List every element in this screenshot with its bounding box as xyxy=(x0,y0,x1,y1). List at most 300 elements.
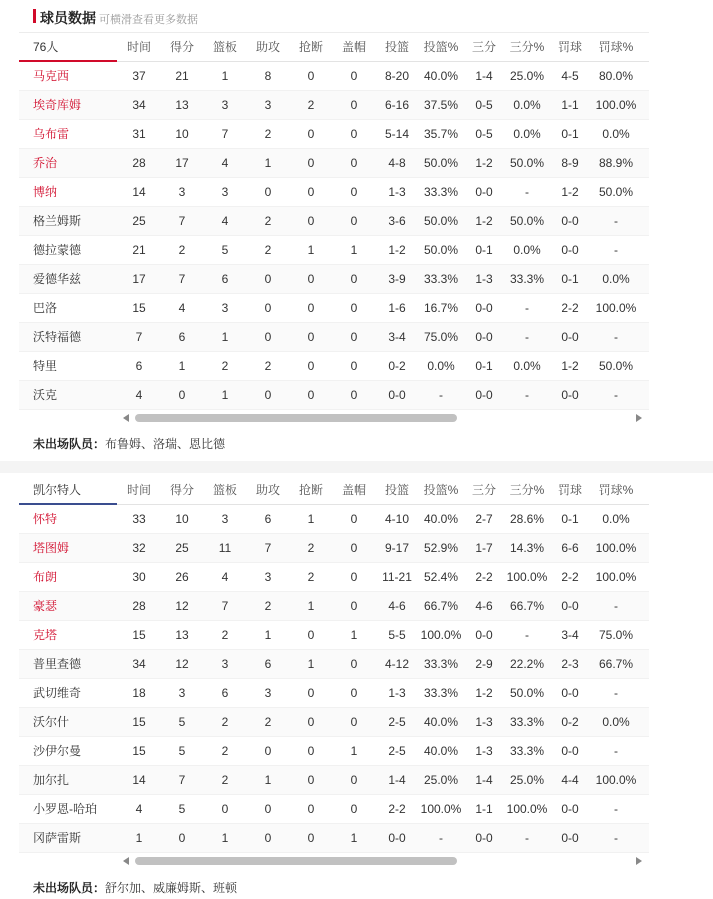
stat-cell: 37 xyxy=(132,68,146,83)
stat-cell: 1 xyxy=(307,511,315,526)
stat-cell: - xyxy=(525,300,529,315)
stat-cell: 1-2 xyxy=(475,155,493,170)
stat-cell: 15 xyxy=(132,300,146,315)
stat-cell: 3 xyxy=(264,97,272,112)
stat-cell: 0-0 xyxy=(475,387,493,402)
stat-cell: 0 xyxy=(350,511,358,526)
stat-cell: 2 xyxy=(221,627,229,642)
stat-cell: 1 xyxy=(350,242,358,257)
stat-cell: 1 xyxy=(350,830,358,845)
stat-cell: 3 xyxy=(221,656,229,671)
stat-cell: 5 xyxy=(178,714,186,729)
stat-cell: 3 xyxy=(264,569,272,584)
player-name[interactable]: 爱德华兹 xyxy=(33,272,82,286)
column-header: 得分 xyxy=(161,33,203,61)
stat-cell: 0 xyxy=(350,569,358,584)
stat-cell: 33.3% xyxy=(423,184,459,199)
stat-cell: - xyxy=(525,184,529,199)
scrollbar-thumb[interactable] xyxy=(135,414,457,422)
horizontal-scrollbar[interactable] xyxy=(19,410,649,426)
table-row[interactable] xyxy=(19,351,649,380)
stat-cell: 2 xyxy=(264,213,272,228)
stat-cell: 0 xyxy=(307,126,315,141)
triangle-right-icon[interactable] xyxy=(636,414,642,422)
stat-cell: 66.7% xyxy=(423,598,459,613)
stat-cell: 8-9 xyxy=(561,155,579,170)
stat-cell: 3-4 xyxy=(561,627,579,642)
stat-cell: 4-5 xyxy=(561,68,579,83)
table-header-row xyxy=(19,33,649,61)
team-stats-76ers[interactable] xyxy=(19,33,649,426)
stat-cell: 0 xyxy=(178,830,186,845)
stat-cell: 50.0% xyxy=(509,155,545,170)
stat-cell-overflow xyxy=(641,322,649,351)
column-header: 三分 xyxy=(463,33,505,61)
stat-cell: 17 xyxy=(175,155,189,170)
stat-cell: 0 xyxy=(350,300,358,315)
stat-cell: 1-4 xyxy=(475,68,493,83)
stat-cell: 1 xyxy=(307,598,315,613)
table-row[interactable] xyxy=(19,591,649,620)
column-header: 时间 xyxy=(117,476,161,504)
stat-cell: 5-14 xyxy=(384,126,410,141)
dnp-celtics xyxy=(33,879,237,896)
stat-cell: 100.0% xyxy=(506,569,548,584)
stat-cell: 0-0 xyxy=(388,387,406,402)
stat-cell-overflow xyxy=(641,177,649,206)
column-header: 罚球 xyxy=(549,476,591,504)
column-header: 抢断 xyxy=(289,476,333,504)
stat-cell: 0 xyxy=(350,387,358,402)
stat-cell-overflow xyxy=(641,736,649,765)
table-row[interactable] xyxy=(19,177,649,206)
stat-cell: 0-0 xyxy=(475,184,493,199)
table-row[interactable] xyxy=(19,736,649,765)
stat-cell-overflow xyxy=(641,119,649,148)
stat-cell: 0 xyxy=(307,358,315,373)
stat-cell: 0-0 xyxy=(475,329,493,344)
stat-cell: 1-3 xyxy=(475,743,493,758)
stat-cell: 0 xyxy=(350,184,358,199)
stat-cell: 11-21 xyxy=(382,569,412,584)
stat-cell: 25.0% xyxy=(509,68,545,83)
stat-cell: - xyxy=(525,387,529,402)
triangle-left-icon[interactable] xyxy=(123,857,129,865)
player-name[interactable]: 小罗恩-哈珀 xyxy=(33,802,97,816)
scrollbar-track[interactable] xyxy=(133,857,633,865)
stat-cell: 1-3 xyxy=(388,184,406,199)
stat-cell: 2 xyxy=(221,772,229,787)
table-row[interactable] xyxy=(19,119,649,148)
stat-cell: 30 xyxy=(132,569,146,584)
stat-cell: 0.0% xyxy=(513,242,541,257)
column-header: 时间 xyxy=(117,33,161,61)
stat-cell: 22.2% xyxy=(509,656,545,671)
stat-cell: 40.0% xyxy=(423,68,459,83)
table-row[interactable] xyxy=(19,765,649,794)
stat-cell: 0 xyxy=(350,801,358,816)
stat-cell: 4-6 xyxy=(388,598,406,613)
stat-cell: 0-1 xyxy=(561,126,579,141)
stat-cell: 0 xyxy=(178,387,186,402)
stat-cell: 0.0% xyxy=(513,97,541,112)
stat-cell: 0 xyxy=(307,830,315,845)
stat-cell: 1-3 xyxy=(388,685,406,700)
stat-cell: 4 xyxy=(135,801,143,816)
player-name[interactable]: 德拉蒙德 xyxy=(33,243,82,257)
stat-cell: 6-6 xyxy=(561,540,579,555)
stat-cell-overflow xyxy=(641,765,649,794)
stat-cell: 52.4% xyxy=(423,569,459,584)
stat-cell-overflow xyxy=(641,61,649,90)
player-name[interactable]: 克塔 xyxy=(33,628,58,642)
column-header: 罚球% xyxy=(591,476,641,504)
stat-cell: 1-3 xyxy=(475,271,493,286)
table-row[interactable] xyxy=(19,235,649,264)
column-header: 罚球 xyxy=(549,33,591,61)
stat-cell-overflow xyxy=(641,351,649,380)
stat-cell: 1-2 xyxy=(388,242,406,257)
triangle-left-icon[interactable] xyxy=(123,414,129,422)
stat-cell: 1 xyxy=(350,627,358,642)
stat-cell-overflow xyxy=(641,562,649,591)
table-row[interactable] xyxy=(19,504,649,533)
column-header: 投篮 xyxy=(375,476,419,504)
stat-cell: 14 xyxy=(132,184,146,199)
stat-cell: 3-4 xyxy=(388,329,406,344)
stat-cell: 4 xyxy=(135,387,143,402)
scrollbar-track[interactable] xyxy=(133,414,633,422)
player-name[interactable]: 博纳 xyxy=(33,185,58,199)
stat-cell: 21 xyxy=(132,242,146,257)
player-name[interactable]: 塔图姆 xyxy=(33,541,70,555)
stat-cell: 0 xyxy=(307,627,315,642)
stat-cell: - xyxy=(525,627,529,642)
section-header xyxy=(19,0,649,33)
stat-cell: 2 xyxy=(307,540,315,555)
player-name[interactable]: 沃特福德 xyxy=(33,330,82,344)
stat-cell: 52.9% xyxy=(423,540,459,555)
stat-cell: 25 xyxy=(132,213,146,228)
stat-cell: 8-20 xyxy=(384,68,410,83)
stat-cell: 0 xyxy=(307,772,315,787)
stat-cell: 26 xyxy=(175,569,189,584)
stat-cell: 2 xyxy=(307,569,315,584)
table-row[interactable] xyxy=(19,678,649,707)
player-name[interactable]: 沙伊尔曼 xyxy=(33,744,82,758)
stat-cell: 100.0% xyxy=(595,772,637,787)
stat-cell: - xyxy=(614,242,618,257)
stat-cell: 0 xyxy=(264,184,272,199)
stat-cell: 0.0% xyxy=(602,271,630,286)
player-name[interactable]: 加尔扎 xyxy=(33,773,70,787)
player-name[interactable]: 布朗 xyxy=(33,570,58,584)
stat-cell-overflow xyxy=(641,620,649,649)
stat-cell: 1 xyxy=(307,656,315,671)
stat-cell: 4-12 xyxy=(384,656,410,671)
stat-cell: 0-0 xyxy=(561,329,579,344)
stat-cell: 1 xyxy=(221,329,229,344)
stat-cell: 50.0% xyxy=(423,213,459,228)
stat-cell: 2 xyxy=(221,358,229,373)
stat-cell: 0-1 xyxy=(475,358,493,373)
stat-cell: 100.0% xyxy=(595,97,637,112)
stat-cell: 0-0 xyxy=(561,387,579,402)
stat-cell: 28 xyxy=(132,155,146,170)
stat-cell: 18 xyxy=(132,685,146,700)
stat-cell: 32 xyxy=(132,540,146,555)
stat-cell: 9-17 xyxy=(384,540,410,555)
stat-cell: 5 xyxy=(221,242,229,257)
stat-cell: 0 xyxy=(350,126,358,141)
column-header: 投篮 xyxy=(375,33,419,61)
stat-cell: 6 xyxy=(264,511,272,526)
player-name[interactable]: 豪瑟 xyxy=(33,599,58,613)
stat-cell: 28 xyxy=(132,598,146,613)
stat-cell: 0 xyxy=(264,801,272,816)
table-row[interactable] xyxy=(19,90,649,119)
stat-cell: 1-7 xyxy=(475,540,493,555)
column-header: 篮板 xyxy=(203,33,247,61)
column-header: 篮板 xyxy=(203,476,247,504)
stat-cell: 4 xyxy=(221,569,229,584)
stat-cell: 2-5 xyxy=(388,743,406,758)
stat-cell: 0 xyxy=(264,271,272,286)
table-row[interactable] xyxy=(19,823,649,852)
stat-cell: 0-1 xyxy=(561,271,579,286)
stat-cell: 0-0 xyxy=(475,300,493,315)
column-header: 投篮% xyxy=(419,33,463,61)
stat-cell: 2-2 xyxy=(561,300,579,315)
column-header: 盖帽 xyxy=(333,476,375,504)
stat-cell: 2-2 xyxy=(561,569,579,584)
column-header: 罚球% xyxy=(591,33,641,61)
table-row[interactable] xyxy=(19,61,649,90)
player-name[interactable]: 武切维奇 xyxy=(33,686,82,700)
stat-cell: 80.0% xyxy=(598,68,634,83)
dnp-label: 未出场队员： xyxy=(33,881,106,895)
stat-cell: 0.0% xyxy=(602,714,630,729)
table-row[interactable] xyxy=(19,707,649,736)
table-row[interactable] xyxy=(19,562,649,591)
stat-cell: - xyxy=(525,329,529,344)
stat-cell: 1 xyxy=(264,772,272,787)
scrollbar-thumb[interactable] xyxy=(135,857,457,865)
table-row[interactable] xyxy=(19,620,649,649)
stat-cell: 0 xyxy=(307,743,315,758)
column-header: 助攻 xyxy=(247,33,289,61)
stat-cell: - xyxy=(614,830,618,845)
stat-cell-overflow xyxy=(641,678,649,707)
player-name[interactable]: 巴洛 xyxy=(33,301,58,315)
stat-cell: 3 xyxy=(221,300,229,315)
stat-cell: 0 xyxy=(307,801,315,816)
team-stats-celtics[interactable] xyxy=(19,476,649,869)
stat-cell: 0 xyxy=(350,329,358,344)
stat-cell-overflow xyxy=(641,380,649,409)
stat-cell: 14.3% xyxy=(509,540,545,555)
stat-cell: 0-1 xyxy=(475,242,493,257)
stat-cell: 0 xyxy=(307,213,315,228)
player-name[interactable]: 怀特 xyxy=(33,512,58,527)
stat-cell: 7 xyxy=(178,772,186,787)
stat-cell: 50.0% xyxy=(598,358,634,373)
table-row[interactable] xyxy=(19,148,649,177)
stat-cell: 33.3% xyxy=(423,656,459,671)
player-name[interactable]: 埃奇库姆 xyxy=(33,98,82,112)
stat-cell: 13 xyxy=(175,97,189,112)
stat-cell: 25 xyxy=(175,540,189,555)
stat-cell: 1-2 xyxy=(561,184,579,199)
stat-cell-overflow xyxy=(641,533,649,562)
stat-cell: 4 xyxy=(221,213,229,228)
stat-cell: 1 xyxy=(178,358,186,373)
column-header-overflow xyxy=(641,33,649,61)
stat-cell: - xyxy=(439,830,443,845)
stat-cell: 0 xyxy=(307,184,315,199)
table-row[interactable] xyxy=(19,293,649,322)
stat-cell: 0-5 xyxy=(475,126,493,141)
stat-cell: 31 xyxy=(132,126,146,141)
stat-cell: 100.0% xyxy=(595,569,637,584)
table-row[interactable] xyxy=(19,264,649,293)
stat-cell-overflow xyxy=(641,293,649,322)
stat-cell: 12 xyxy=(175,598,189,613)
stat-cell-overflow xyxy=(641,206,649,235)
stat-cell: 3 xyxy=(178,685,186,700)
stat-cell: 0 xyxy=(350,155,358,170)
table-row[interactable] xyxy=(19,206,649,235)
player-name[interactable]: 沃克 xyxy=(33,388,58,402)
table-row[interactable] xyxy=(19,533,649,562)
stat-cell: 0 xyxy=(350,598,358,613)
stat-cell: 100.0% xyxy=(595,300,637,315)
stat-cell: 0.0% xyxy=(602,126,630,141)
stat-cell: 0 xyxy=(350,213,358,228)
stat-cell: 0 xyxy=(350,97,358,112)
player-name[interactable]: 马克西 xyxy=(33,69,70,84)
stat-cell: 0-0 xyxy=(475,830,493,845)
stat-cell: 6 xyxy=(178,329,186,344)
stat-cell: 0-0 xyxy=(561,213,579,228)
stat-cell: - xyxy=(614,801,618,816)
scroll-hint: 可横滑查看更多数据 xyxy=(99,14,198,26)
stat-cell: 33.3% xyxy=(509,271,545,286)
player-name[interactable]: 普里查德 xyxy=(33,657,82,671)
stat-cell: 4 xyxy=(221,155,229,170)
player-stats-table xyxy=(19,476,649,853)
stat-cell: 7 xyxy=(264,540,272,555)
stat-cell: 33.3% xyxy=(509,714,545,729)
stat-cell: 0 xyxy=(350,656,358,671)
stat-cell: 15 xyxy=(132,627,146,642)
stat-cell: 17 xyxy=(132,271,146,286)
section-accent-bar xyxy=(33,9,36,23)
stat-cell: 1-1 xyxy=(475,801,493,816)
stat-cell: 8 xyxy=(264,68,272,83)
stat-cell: 34 xyxy=(132,97,146,112)
stat-cell: 2-3 xyxy=(561,656,579,671)
stat-cell: 0 xyxy=(350,714,358,729)
player-name[interactable]: 冈萨雷斯 xyxy=(33,831,82,845)
stat-cell: 1-2 xyxy=(475,685,493,700)
stat-cell: 0 xyxy=(264,743,272,758)
player-name[interactable]: 特里 xyxy=(33,359,58,373)
stat-cell: 1 xyxy=(350,743,358,758)
player-name[interactable]: 乌布雷 xyxy=(33,127,70,141)
horizontal-scrollbar[interactable] xyxy=(19,853,649,869)
stat-cell: 0-5 xyxy=(475,97,493,112)
stat-cell: 2 xyxy=(307,97,315,112)
table-row[interactable] xyxy=(19,380,649,409)
triangle-right-icon[interactable] xyxy=(636,857,642,865)
column-header: 三分% xyxy=(505,33,549,61)
stat-cell: 88.9% xyxy=(598,155,634,170)
stat-cell-overflow xyxy=(641,264,649,293)
stat-cell: 0.0% xyxy=(427,358,455,373)
stat-cell-overflow xyxy=(641,504,649,533)
stat-cell: 0-0 xyxy=(388,830,406,845)
stat-cell: 0-0 xyxy=(561,598,579,613)
stat-cell: 4-4 xyxy=(561,772,579,787)
stat-cell: 4 xyxy=(178,300,186,315)
column-header: 得分 xyxy=(161,476,203,504)
stat-cell: 66.7% xyxy=(509,598,545,613)
stat-cell: 2 xyxy=(221,714,229,729)
column-header: 三分% xyxy=(505,476,549,504)
stat-cell: 100.0% xyxy=(506,801,548,816)
stat-cell: 0-0 xyxy=(561,685,579,700)
stat-cell: - xyxy=(614,387,618,402)
stat-cell: 3 xyxy=(178,184,186,199)
stat-cell: 3 xyxy=(221,97,229,112)
stat-cell: 40.0% xyxy=(423,511,459,526)
stat-cell: - xyxy=(614,743,618,758)
stat-cell: 40.0% xyxy=(423,743,459,758)
table-row[interactable] xyxy=(19,649,649,678)
stat-cell: 0 xyxy=(350,772,358,787)
stat-cell: 0-0 xyxy=(561,743,579,758)
stat-cell: 2-2 xyxy=(475,569,493,584)
stat-cell: 14 xyxy=(132,772,146,787)
table-row[interactable] xyxy=(19,322,649,351)
stat-cell: 1-4 xyxy=(475,772,493,787)
stat-cell: 21 xyxy=(175,68,189,83)
stat-cell-overflow xyxy=(641,649,649,678)
stat-cell: 0.0% xyxy=(513,358,541,373)
stat-cell: 10 xyxy=(175,511,189,526)
stat-cell: 75.0% xyxy=(598,627,634,642)
stat-cell: 50.0% xyxy=(509,213,545,228)
player-name[interactable]: 乔治 xyxy=(33,156,58,170)
stat-cell: - xyxy=(614,685,618,700)
stat-cell: 0 xyxy=(264,300,272,315)
dnp-76ers xyxy=(33,435,225,452)
player-name[interactable]: 沃尔什 xyxy=(33,715,70,729)
stat-cell: 66.7% xyxy=(598,656,634,671)
player-name[interactable]: 格兰姆斯 xyxy=(33,214,82,228)
stat-cell: 3 xyxy=(221,184,229,199)
stat-cell: 1-2 xyxy=(475,213,493,228)
stat-cell: 3 xyxy=(221,511,229,526)
stat-cell: 1 xyxy=(264,155,272,170)
stat-cell: 0 xyxy=(350,68,358,83)
table-row[interactable] xyxy=(19,794,649,823)
stat-cell: 25.0% xyxy=(423,772,459,787)
stat-cell: 2 xyxy=(264,242,272,257)
stat-cell: 35.7% xyxy=(423,126,459,141)
column-header: 抢断 xyxy=(289,33,333,61)
